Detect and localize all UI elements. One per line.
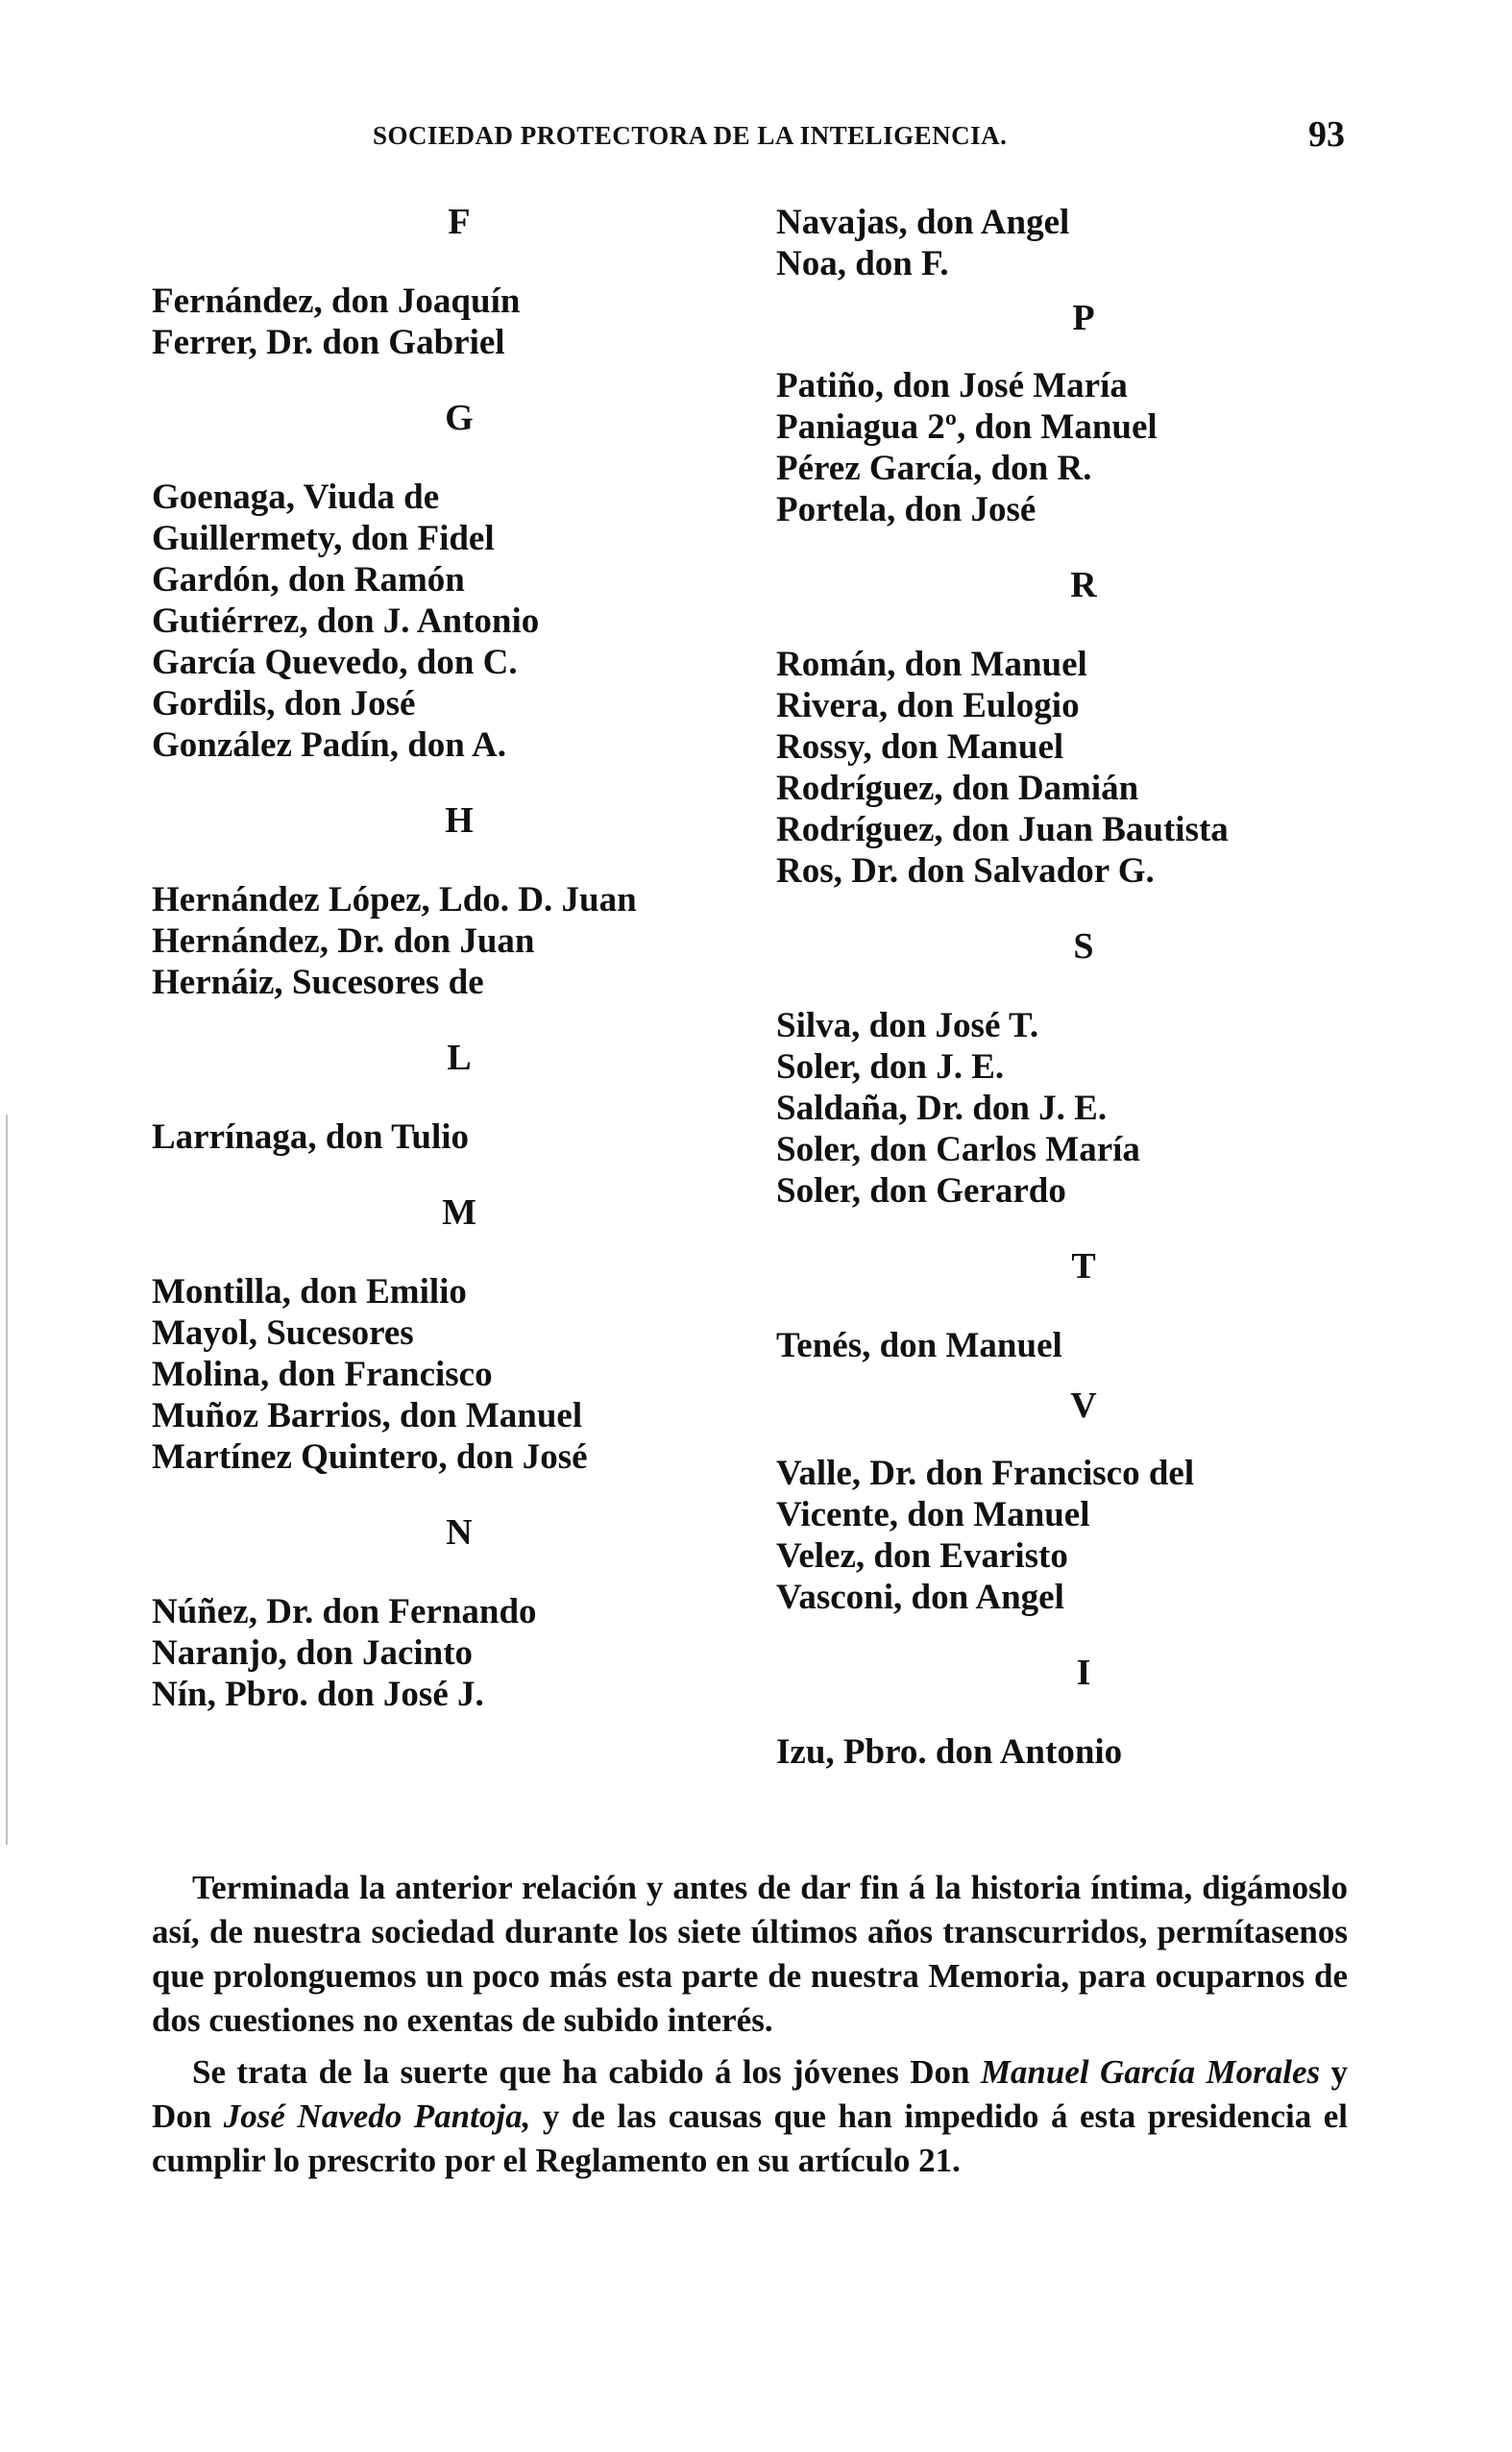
list-item: Gordils, don José — [152, 684, 416, 723]
paragraph-2-text-c: y de las causas que han impedido á esta presidencia el cumplir lo prescrito por el Reglamento en su artículo 21. — [152, 2097, 1349, 2179]
list-item: Hernández López, Ldo. D. Juan — [152, 880, 637, 920]
list-item: Rodríguez, don Damián — [776, 769, 1139, 808]
list-item: Rodríguez, don Juan Bautista — [776, 810, 1229, 849]
list-item: Martínez Quintero, don José — [152, 1437, 588, 1477]
list-item: Vicente, don Manuel — [776, 1495, 1090, 1534]
list-item: Velez, don Evaristo — [776, 1536, 1068, 1576]
body-text — [152, 1866, 1348, 2191]
list-item: Molina, don Francisco — [152, 1355, 493, 1394]
list-item: Saldaña, Dr. don J. E. — [776, 1089, 1108, 1128]
section-letter-v: V — [1070, 1385, 1097, 1426]
list-item: Patiño, don José María — [776, 366, 1128, 405]
list-item: Gardón, don Ramón — [152, 560, 465, 600]
list-item: Izu, Pbro. don Antonio — [776, 1732, 1123, 1772]
running-title: SOCIEDAD PROTECTORA DE LA INTELIGENCIA. — [373, 121, 1008, 150]
list-item: García Quevedo, don C. — [152, 643, 518, 682]
list-item: Silva, don José T. — [776, 1006, 1039, 1045]
list-item: Vasconi, don Angel — [776, 1578, 1064, 1617]
list-item: Rossy, don Manuel — [776, 727, 1064, 767]
right-column — [776, 202, 1391, 1773]
section-letter-l: L — [447, 1038, 472, 1078]
list-item: Naranjo, don Jacinto — [152, 1633, 474, 1673]
section-letter-p: P — [1072, 298, 1095, 338]
section-letter-m: M — [442, 1192, 476, 1233]
list-item: Ferrer, Dr. don Gabriel — [152, 323, 505, 362]
list-item: Goenaga, Viuda de — [152, 478, 440, 517]
person-name-2: José Navedo Pantoja, — [223, 2097, 531, 2135]
list-item: Montilla, don Emilio — [152, 1272, 467, 1312]
list-item: Nín, Pbro. don José J. — [152, 1675, 484, 1714]
list-item: Fernández, don Joaquín — [152, 282, 521, 321]
list-item: Rivera, don Eulogio — [776, 686, 1080, 725]
list-item: Gutiérrez, don J. Antonio — [152, 601, 540, 641]
list-item: Pérez García, don R. — [776, 449, 1092, 488]
list-item: Tenés, don Manuel — [776, 1326, 1062, 1365]
list-item: González Padín, don A. — [152, 725, 507, 765]
list-item: Portela, don José — [776, 490, 1036, 529]
person-name-1: Manuel García Morales — [980, 2053, 1321, 2091]
list-item: Navajas, don Angel — [776, 203, 1070, 242]
section-letter-i: I — [1076, 1653, 1091, 1693]
scan-edge-line — [6, 1115, 8, 1845]
list-item: Guillermety, don Fidel — [152, 519, 495, 558]
list-item: Mayol, Sucesores — [152, 1313, 414, 1353]
list-item: Hernáiz, Sucesores de — [152, 963, 484, 1002]
section-letter-h: H — [445, 800, 474, 841]
list-item: Soler, don Gerardo — [776, 1171, 1066, 1211]
list-item: Paniagua 2º, don Manuel — [776, 407, 1158, 447]
paragraph-2-text-a: Se trata de la suerte que ha cabido á los jóvenes Don — [192, 2053, 981, 2091]
list-item: Muñoz Barrios, don Manuel — [152, 1396, 583, 1435]
list-item: Soler, don Carlos María — [776, 1130, 1140, 1169]
section-letter-f: F — [448, 202, 471, 242]
list-item: Soler, don J. E. — [776, 1047, 1005, 1087]
left-column — [152, 202, 767, 1715]
section-letter-s: S — [1073, 926, 1094, 967]
list-item: Hernández, Dr. don Juan — [152, 921, 535, 961]
section-letter-g: G — [445, 398, 474, 438]
list-item: Ros, Dr. don Salvador G. — [776, 851, 1155, 891]
paragraph-2-text-b: y Don — [152, 2053, 1349, 2135]
list-item: Núñez, Dr. don Fernando — [152, 1592, 537, 1631]
section-letter-t: T — [1071, 1246, 1096, 1287]
list-item: Román, don Manuel — [776, 645, 1087, 684]
paragraph-1: Terminada la anterior relación y antes de dar fin á la historia íntima, digámoslo así, de nuestra sociedad durante los siete últimos años transcurridos, permítasenos que prolonguemos un poco más esta parte de nuestra Memoria, para ocuparnos de dos cuestiones no exentas de subido interés. — [152, 1869, 1348, 2039]
section-letter-r: R — [1070, 565, 1097, 605]
list-item: Noa, don F. — [776, 244, 949, 283]
section-letter-n: N — [446, 1512, 473, 1553]
list-item: Larrínaga, don Tulio — [152, 1117, 470, 1157]
page-number: 93 — [1308, 114, 1345, 155]
list-item: Valle, Dr. don Francisco del — [776, 1454, 1195, 1493]
paragraph-2 — [152, 2050, 1348, 2183]
